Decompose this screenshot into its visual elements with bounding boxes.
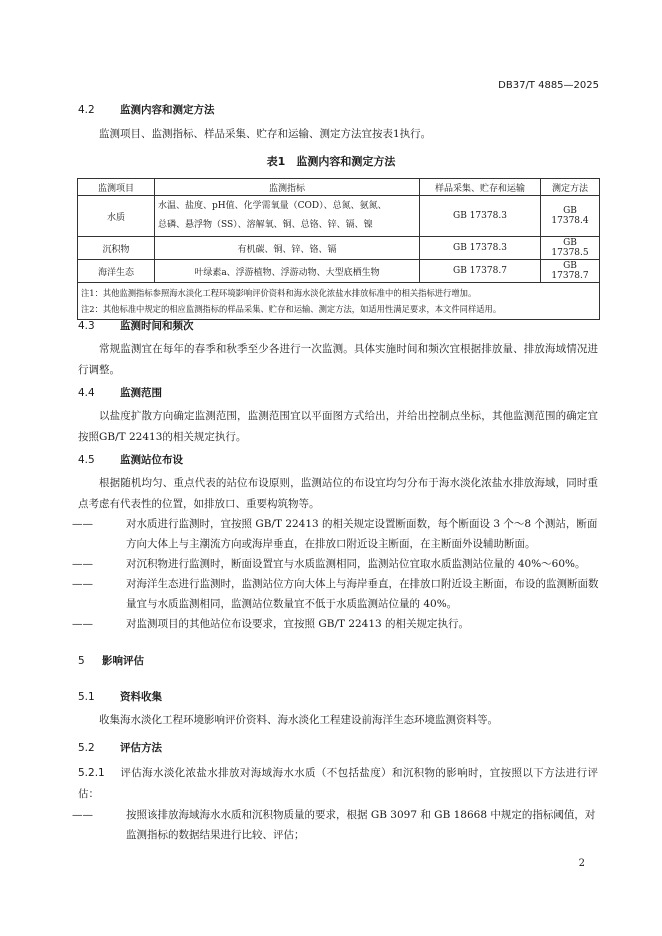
table-header-cell: 样品采集、贮存和运输 (420, 179, 541, 196)
section-number: 5 (78, 655, 85, 667)
table-cell-item: 水质 (78, 196, 155, 237)
section-5-1-heading (78, 689, 162, 704)
section-title: 监测站位布设 (120, 454, 183, 466)
table-cell-sample: GB 17378.3 (420, 237, 541, 260)
section-4-5-heading (78, 452, 183, 467)
table-notes (78, 283, 600, 320)
section-4-4-text: 以盐度扩散方向确定监测范围，监测范围宜以平面图方式给出，并给出控制点坐标，其他监测范围的确定宜按照GB/T 22413的相关规定执行。 (78, 410, 598, 443)
table-note: 注2：其他标准中规定的相应监测指标的样品采集、贮存和运输、测定方法，如适用性满足要求，本文件同样适用。 (81, 304, 502, 314)
section-4-5-text: 根据随机均匀、重点代表的站位布设原则，监测站位的布设宜均匀分布于海水淡化浓盐水排放海域，同时重点考虑有代表性的位置，如排放口、重要构筑物等。 (78, 477, 598, 510)
section-number: 4.5 (78, 454, 95, 466)
dash-marker: —— (72, 578, 93, 590)
table-cell-indicators: 叶绿素a、浮游植物、浮游动物、大型底栖生物 (155, 260, 420, 283)
station-list (72, 514, 599, 634)
table-cell-sample: GB 17378.3 (420, 196, 541, 237)
table-cell-method: GB 17378.7 (541, 260, 600, 283)
table-cell-method: GB 17378.4 (541, 196, 600, 237)
section-number: 4.3 (78, 320, 95, 332)
table-header-cell: 测定方法 (541, 179, 600, 196)
section-5-2-heading (78, 740, 162, 755)
list-item (72, 574, 599, 614)
dash-marker: —— (72, 618, 93, 630)
section-5-1-text: 收集海水淡化工程环境影响评价资料、海水淡化工程建设前海洋生态环境监测资料等。 (99, 714, 498, 726)
list-item-text: 对监测项目的其他站位布设要求，宜按照 GB/T 22413 的相关规定执行。 (126, 618, 470, 630)
section-number: 5.2 (78, 742, 95, 754)
dash-marker: —— (72, 518, 93, 530)
table-cell-sample: GB 17378.7 (420, 260, 541, 283)
section-title: 监测内容和测定方法 (120, 104, 215, 116)
table-cell-item: 海洋生态 (78, 260, 155, 283)
section-title: 监测时间和频次 (120, 320, 194, 332)
list-item-text: 对水质进行监测时，宜按照 GB/T 22413 的相关规定设置断面数，每个断面设 3 个～8 个测站，断面方向大体上与主潮流方向或海岸垂直，在排放口附近设主断面，在主断面外设辅助断面。 (126, 518, 598, 550)
list-item (72, 614, 599, 634)
indicators-line: 水温、盐度、pH值、化学需氧量（COD）、总氮、氨氮、 (158, 201, 387, 211)
section-number: 5.1 (78, 691, 95, 703)
table-note: 注1：其他监测指标参照海水淡化工程环境影响评价资料和海水淡化浓盐水排放标准中的相关指标进行增加。 (81, 288, 477, 298)
table-cell-indicators: 有机碳、铜、锌、铬、镉 (155, 237, 420, 260)
table-cell-indicators (155, 196, 420, 237)
table-cell-item: 沉积物 (78, 237, 155, 260)
section-title: 资料收集 (120, 691, 162, 703)
indicators-line: 总磷、悬浮物（SS）、溶解氧、铜、总铬、锌、镉、镍 (158, 220, 373, 230)
list-item (72, 514, 599, 554)
section-4-4-heading (78, 385, 162, 400)
table-header-cell: 监测项目 (78, 179, 155, 196)
section-5-heading (78, 653, 144, 668)
list-item-text: 按照该排放海域海水水质和沉积物质量的要求，根据 GB 3097 和 GB 18668 中规定的指标阈值，对监测指标的数据结果进行比较、评估； (126, 809, 596, 841)
table-row (78, 260, 600, 283)
clause-number: 5.2.1 (78, 767, 105, 779)
section-title: 影响评估 (102, 655, 144, 667)
method-list (72, 805, 599, 845)
monitoring-table (77, 178, 600, 320)
table-caption: 表1 监测内容和测定方法 (266, 155, 396, 168)
section-number: 4.4 (78, 387, 95, 399)
section-4-2-heading (78, 102, 215, 117)
section-4-3-heading (78, 318, 194, 333)
page-number: 2 (578, 858, 585, 869)
table-cell-method: GB 17378.5 (541, 237, 600, 260)
document-code: DB37/T 4885—2025 (498, 80, 599, 91)
clause-5-2-1 (78, 763, 598, 805)
clause-text: 评估海水淡化浓盐水排放对海域海水水质（不包括盐度）和沉积物的影响时，宜按照以下方法进行评估： (78, 767, 598, 800)
section-4-2-text: 监测项目、监测指标、样品采集、贮存和运输、测定方法宜按表1执行。 (99, 128, 432, 140)
table-header-cell: 监测指标 (155, 179, 420, 196)
dash-marker: —— (72, 558, 93, 570)
section-title: 评估方法 (120, 742, 162, 754)
list-item (72, 554, 599, 574)
list-item (72, 805, 599, 845)
section-4-3-text: 常规监测宜在每年的春季和秋季至少各进行一次监测。具体实施时间和频次宜根据排放量、排放海域情况进行调整。 (78, 343, 598, 376)
table-note-row (78, 283, 600, 320)
table-row (78, 237, 600, 260)
list-item-text: 对海洋生态进行监测时，监测站位方向大体上与海岸垂直，在排放口附近设主断面，布设的监测断面数量宜与水质监测相同，监测站位数量宜不低于水质监测站位量的 40%。 (126, 578, 599, 610)
section-number: 4.2 (78, 104, 95, 116)
list-item-text: 对沉积物进行监测时，断面设置宜与水质监测相同，监测站位宜取水质监测站位量的 40%～60%。 (126, 558, 586, 570)
dash-marker: —— (72, 809, 93, 821)
table-header-row (78, 179, 600, 196)
table-row (78, 196, 600, 237)
section-title: 监测范围 (120, 387, 162, 399)
